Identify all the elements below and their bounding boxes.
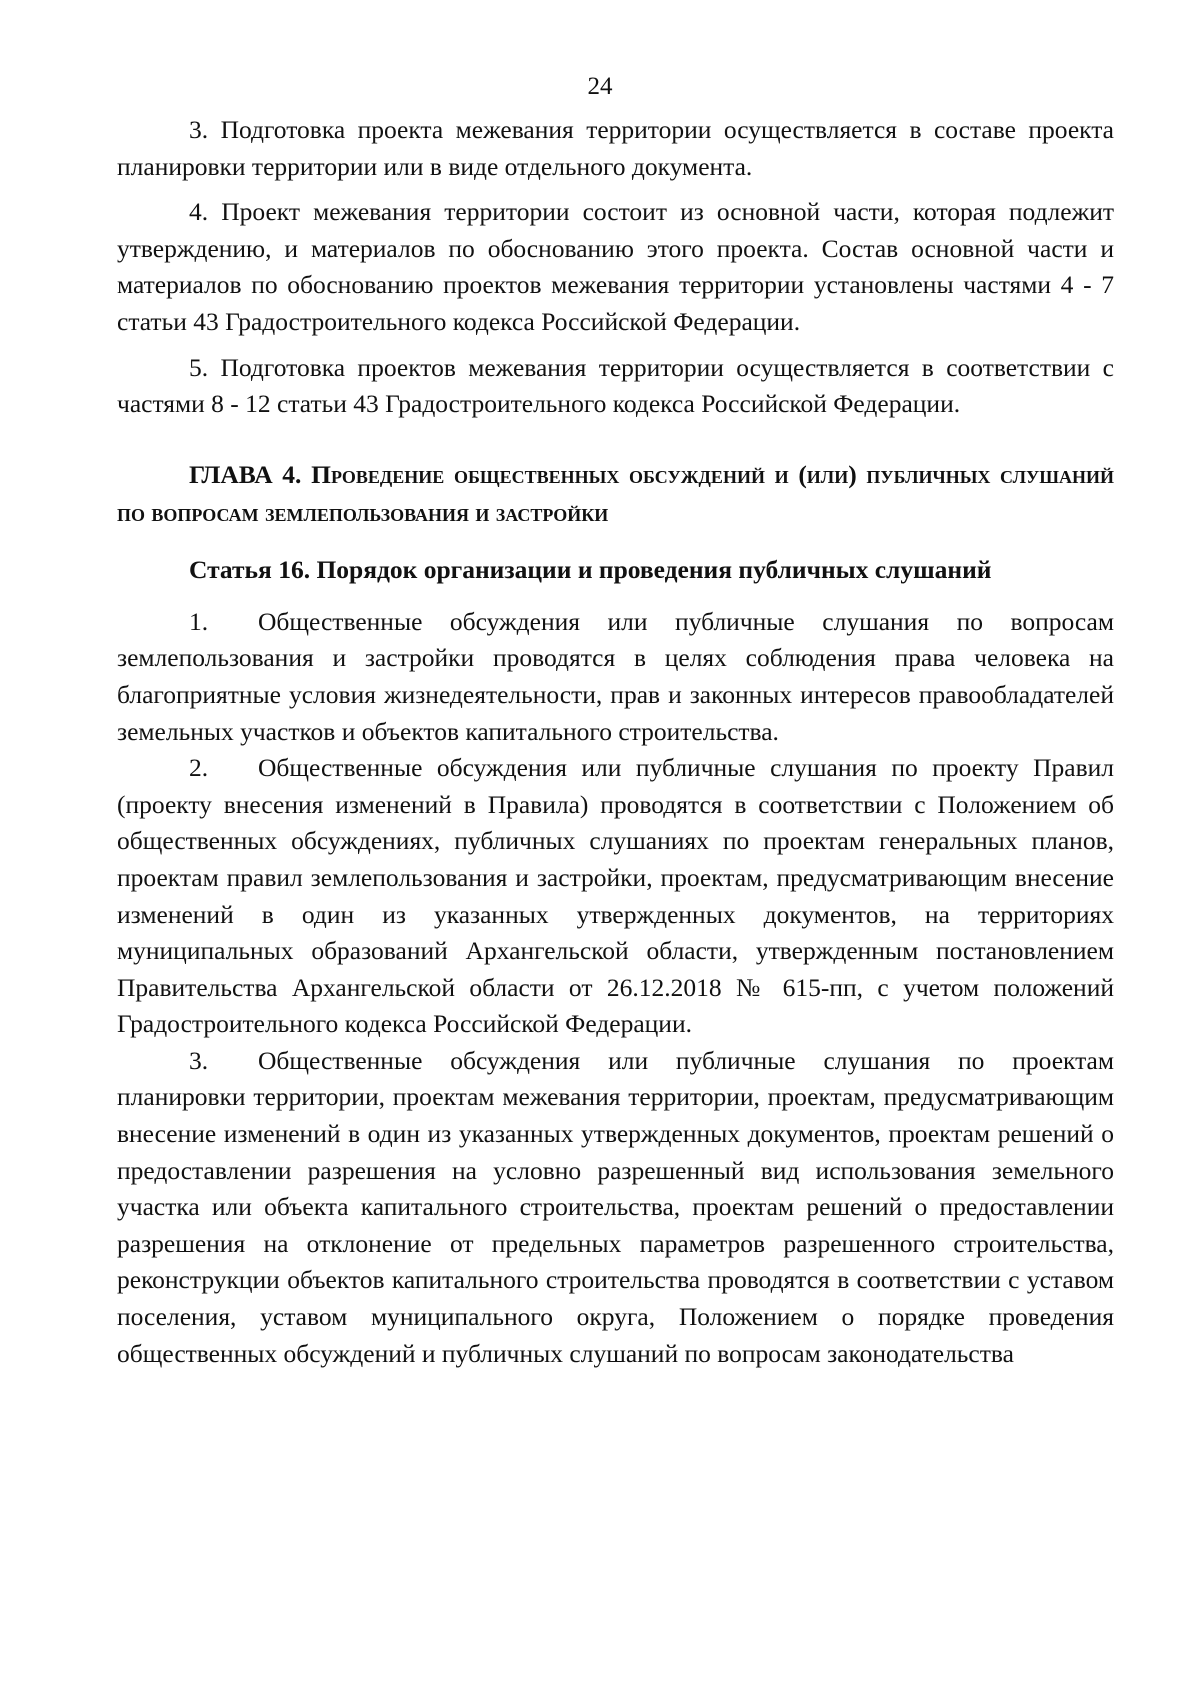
chapter-prefix: ГЛАВА 4. xyxy=(189,459,302,489)
article-item-1 xyxy=(117,604,1114,750)
chapter-title: Проведение общественных обсуждений и (или) публичных слушаний по вопросам землепользования и застройки xyxy=(117,459,1114,527)
article-item-2 xyxy=(117,750,1114,1043)
item-number: 1. xyxy=(189,606,209,636)
item-number: 2. xyxy=(189,753,209,783)
item-number: 3. xyxy=(189,1045,209,1075)
paragraph-4: 4. Проект межевания территории состоит из основной части, которая подлежит утверждению, и материалов по обоснованию этого проекта. Состав основной части и материалов по обоснованию проектов межевания территории установлены частями 4 - 7 статьи 43 Градостроительного кодекса Российской Федерации. xyxy=(117,197,1114,336)
item-text: Общественные обсуждения или публичные слушания по проекту Правил (проекту внесения изменений в Правила) проводятся в соответствии с Положением об общественных обсуждениях, публичных слушаниях по проектам генеральных планов, проектам правил землепользования и застройки, проектам, предусматривающим внесение изменений в один из указанных утвержденных документов, на территориях муниципальных образований Архангельской области, утвержденным постановлением Правительства Архангельской области от 26.12.2018 № 615-пп, с учетом положений Градостроительного кодекса Российской Федерации. xyxy=(117,753,1114,1039)
paragraph-3: 3. Подготовка проекта межевания территории осуществляется в составе проекта планировки территории или в виде отдельного документа. xyxy=(117,115,1114,181)
item-text: Общественные обсуждения или публичные слушания по проектам планировки территории, проектам межевания территории, проектам, предусматривающим внесение изменений в один из указанных утвержденных документов, проектам решений о предоставлении разрешения на условно разрешенный вид использования земельного участка или объекта капитального строительства, проектам решений о предоставлении разрешения на отклонение от предельных параметров разрешенного строительства, реконструкции объектов капитального строительства проводятся в соответствии с уставом поселения, уставом муниципального округа, Положением о порядке проведения общественных обсуждений и публичных слушаний по вопросам законодательства xyxy=(117,1045,1114,1368)
paragraph-5: 5. Подготовка проектов межевания территории осуществляется в соответствии с частями 8 - 12 статьи 43 Градостроительного кодекса Российской Федерации. xyxy=(117,352,1114,419)
article-title: Статья 16. Порядок организации и проведения публичных слушаний xyxy=(189,554,992,584)
article-item-3 xyxy=(117,1043,1114,1372)
page-number: 24 xyxy=(587,73,613,100)
item-text: Общественные обсуждения или публичные слушания по вопросам землепользования и застройки проводятся в целях соблюдения права человека на благоприятные условия жизнедеятельности, прав и законных интересов правообладателей земельных участков и объектов капитального строительства. xyxy=(117,606,1114,746)
chapter-heading xyxy=(117,456,1114,532)
document-body xyxy=(117,112,1114,1372)
